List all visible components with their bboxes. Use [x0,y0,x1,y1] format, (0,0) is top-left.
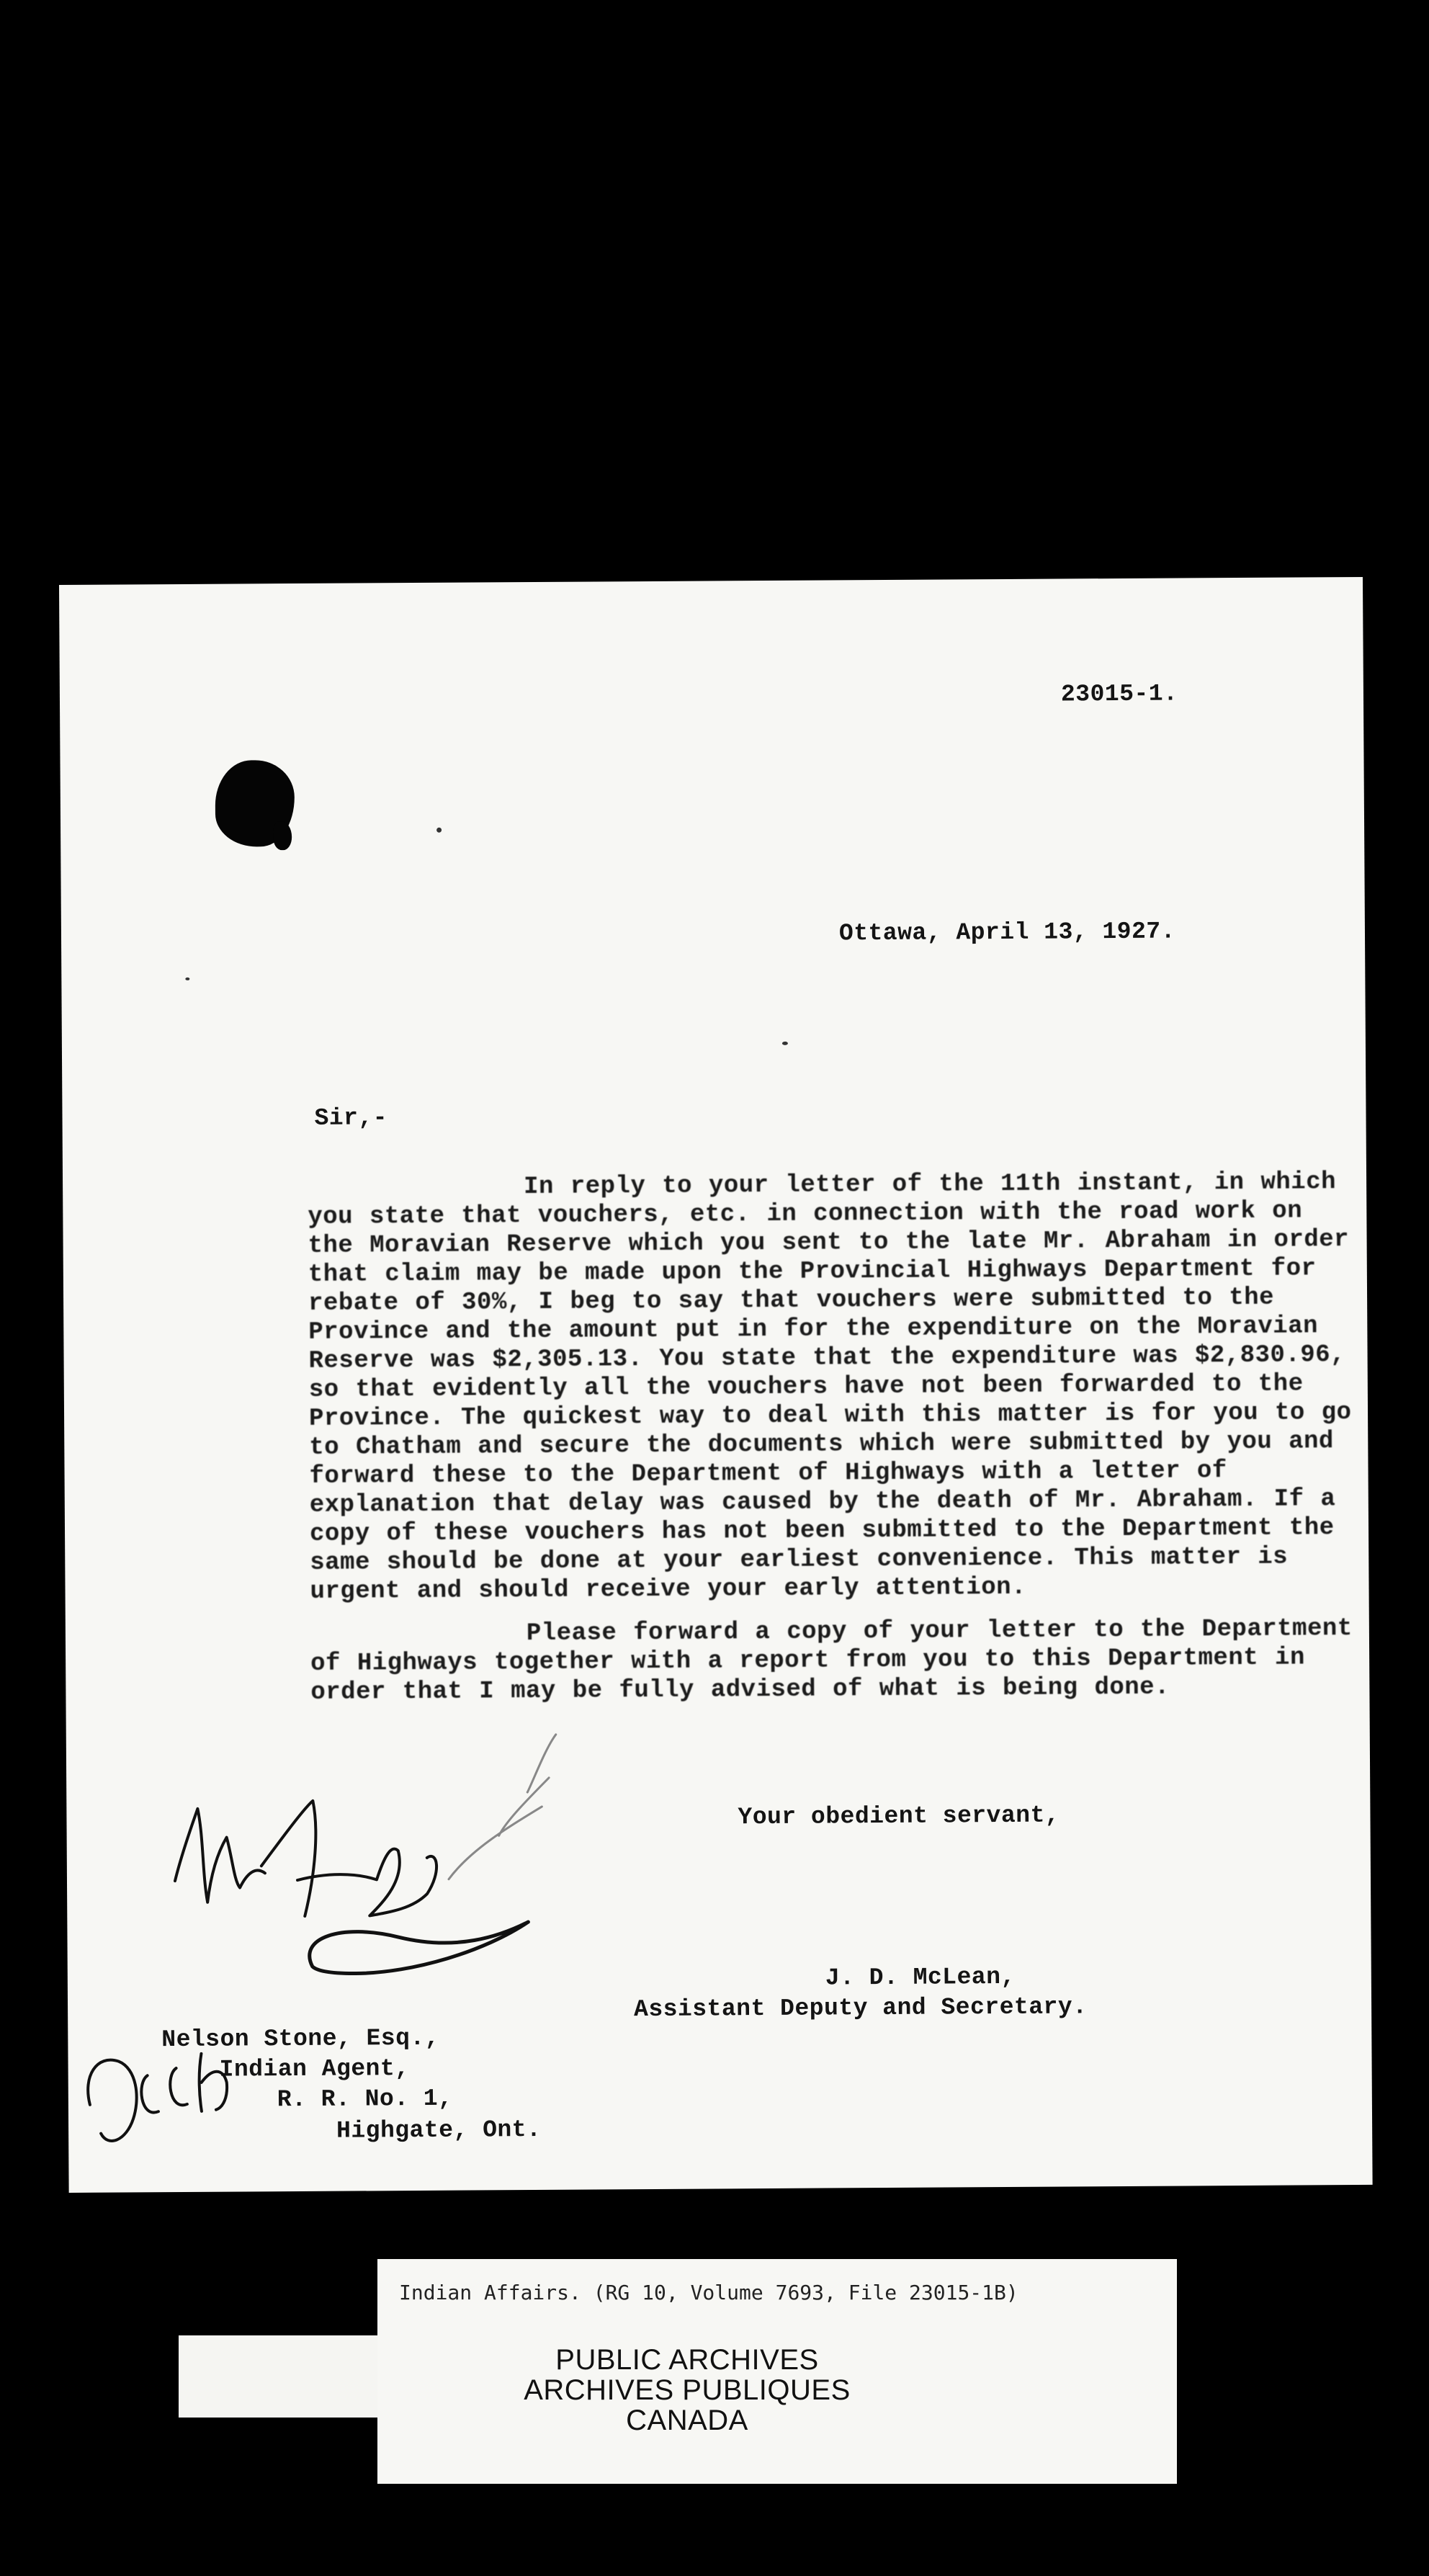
handwritten-initials [174,1808,265,1902]
signatory-name: J. D. McLean, [825,1963,1016,1992]
recipient-route: R. R. No. 1, [277,2085,453,2114]
archive-name-en: PUBLIC ARCHIVES [555,2344,819,2376]
signatory-title: Assistant Deputy and Secretary. [633,1993,1088,2023]
pencil-check-mark [448,1735,557,1879]
archive-name-fr: ARCHIVES PUBLIQUES [524,2374,851,2406]
archive-reference: Indian Affairs. (RG 10, Volume 7693, File 23015-1B) [399,2281,1018,2304]
recipient-name: Nelson Stone, Esq., [161,2024,440,2054]
letter-body [308,1168,1363,1722]
letter-sheet [59,577,1373,2193]
date-line: Ottawa, April 13, 1927. [838,918,1176,947]
handwritten-signature [261,1800,436,1916]
archive-label [377,2259,1177,2484]
archive-country: CANADA [626,2405,748,2436]
signature-flourish [309,1922,528,1974]
recipient-title: Indian Agent, [219,2055,410,2083]
recipient-town: Highgate, Ont. [336,2116,542,2145]
paper-speck [185,978,189,980]
closing: Your obedient servant, [738,1802,1060,1831]
body-paragraph: In reply to your letter of the 11th instant, in which you state that vouchers, etc. in connection with the road work on the Moravian Reserve which you sent to the late Mr. Abraham in order that claim may be made upon the Provincial Highways Department for rebate of 30%, I beg to say that vouchers were submitted to the Province and the amount put in for the expenditure on the Moravian Reserve was $2,305.13. You state that the expenditure was $2,830.96, so that evidently all the vouchers have not been forwarded to the Province. The quickest way to deal with this matter is for you to go to Chatham and secure the documents which were submitted by you and forward these to the Department of Highways with a letter of explanation that delay was caused by the death of Mr. Abraham. If a copy of these vouchers has not been submitted to the Department the same should be done at your earliest convenience. This matter is urgent and should receive your early attention. [308,1168,1352,1606]
salutation: Sir,- [314,1104,388,1132]
paper-speck [782,1042,788,1045]
body-paragraph: Please forward a copy of your letter to the Department of Highways together with a report from you to this Department in order that I may be fully advised of what is being done. [310,1615,1353,1707]
file-number: 23015-1. [1060,680,1178,708]
ink-blot-drip [273,821,292,850]
paper-speck [436,828,442,833]
handwritten-acknowledgement [88,2054,228,2142]
archive-label-tab [179,2335,388,2418]
